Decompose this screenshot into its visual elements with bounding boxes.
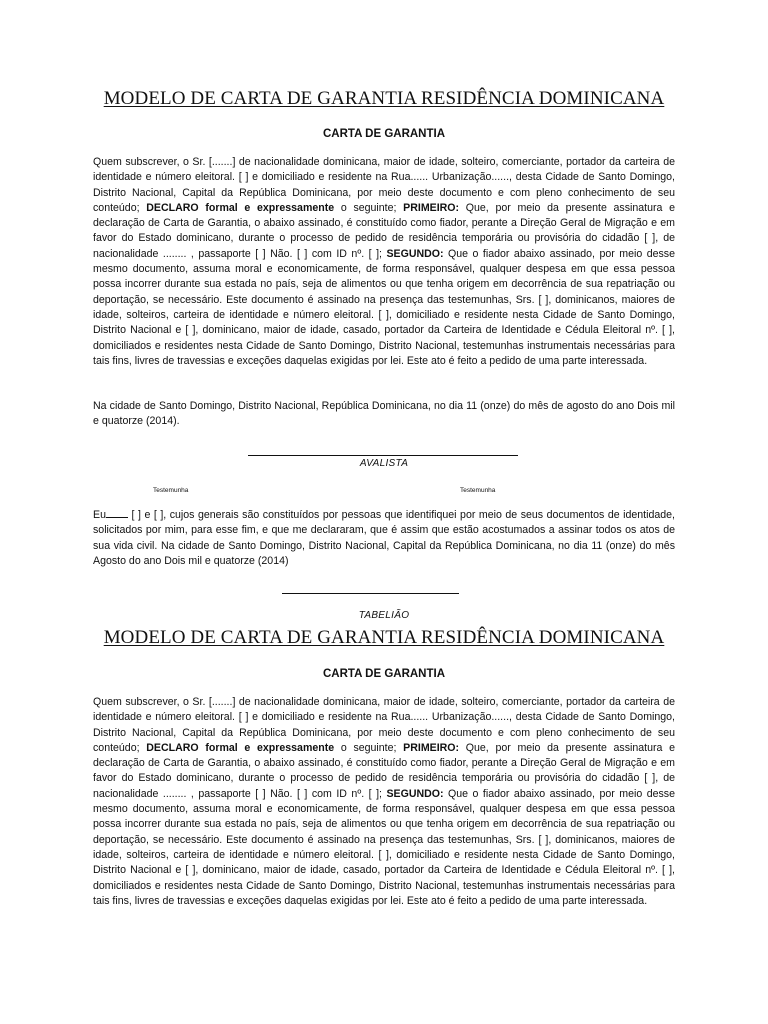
tabeliao-signature-line <box>282 593 459 594</box>
document-title-repeat: MODELO DE CARTA DE GARANTIA RESIDÊNCIA DOMINICANA <box>103 627 665 648</box>
tabeliao-label: TABELIÃO <box>358 610 410 621</box>
avalista-signature-line <box>248 455 518 456</box>
avalista-label: AVALISTA <box>359 458 409 469</box>
segundo-bold: SEGUNDO: <box>386 787 444 800</box>
blank-line <box>106 508 128 518</box>
date-paragraph: Na cidade de Santo Domingo, Distrito Nacional, República Dominicana, no dia 11 (onze) do mês de agosto do ano Dois mil e quatorze (2014). <box>93 400 675 428</box>
notary-paragraph: Eu [ ] e [ ], cujos generais são constituídos por pessoas que identifiquei por meio de seus documentos de identidade, solicitados por mim, para esse fim, e que me declararam, que é assim que estão acostumados a assinar todos os atos de sua vida civil. Na cidade de Santo Domingo, Distrito Nacional, Capital da República Dominicana, no dia 11 (onze) do mês Agosto do ano Dois mil e quatorze (2014) <box>93 509 675 567</box>
witness-label-left: Testemunha <box>153 487 189 494</box>
declaro-bold: DECLARO formal e expressamente <box>146 201 335 214</box>
primeiro-bold: PRIMEIRO: <box>403 201 460 214</box>
declaro-bold: DECLARO formal e expressamente <box>146 741 335 754</box>
letter-heading: CARTA DE GARANTIA <box>322 128 446 140</box>
declaration-paragraph-repeat: Quem subscrever, o Sr. [.......] de nacionalidade dominicana, maior de idade, solteiro, comerciante, portador da carteira de identidade e número eleitoral. [ ] e domiciliado e residente na Rua...... Urbanização......, desta Cidade de Santo Domingo, Distrito Nacional, Capital da República Dominicana, por meio deste documento e com pleno conhecimento de seu conteúdo; DECLARO formal e expressamente o seguinte; PRIMEIRO: Que, por meio da presente assinatura e declaração de Carta de Garantia, o abaixo assinado, é constituído como fiador, perante a Direção Geral de Migração e em favor do Estado dominicano, durante o processo de pedido de residência temporária ou provisória do cidadão [ ], de nacionalidade ........ , passaporte [ ] Não. [ ] com ID nº. [ ]; SEGUNDO: Que o fiador abaixo assinado, por meio desse mesmo documento, assuma moral e economicamente, de forma responsável, qualquer despesa em que essa pessoa possa incorrer durante sua estada no país, seja de alimentos ou que tenha origem em decorrência de sua repatriação ou deportação, se necessário. Este documento é assinado na presença das testemunhas, Srs. [ ], dominicanos, maiores de idade, solteiros, carteira de identidade e número eleitoral. [ ], domiciliado e residente nesta Cidade de Santo Domingo, Distrito Nacional e [ ], dominicano, maior de idade, casado, portador da Carteira de Identidade e Cédula Eleitoral nº. [ ], domiciliados e residentes nesta Cidade de Santo Domingo, Distrito Nacional, testemunhas instrumentais necessárias para tais fins, livres de travessias e exceções daquelas exigidas por lei. Este ato é feito a pedido de uma parte interessada. <box>93 696 676 907</box>
segundo-bold: SEGUNDO: <box>386 247 444 260</box>
document-title: MODELO DE CARTA DE GARANTIA RESIDÊNCIA DOMINICANA <box>103 88 665 109</box>
witness-label-right: Testemunha <box>460 487 496 494</box>
letter-heading-repeat: CARTA DE GARANTIA <box>322 668 446 680</box>
declaration-paragraph: Quem subscrever, o Sr. [.......] de nacionalidade dominicana, maior de idade, solteiro, comerciante, portador da carteira de identidade e número eleitoral. [ ] e domiciliado e residente na Rua...... Urbanização......, desta Cidade de Santo Domingo, Distrito Nacional, Capital da República Dominicana, por meio deste documento e com pleno conhecimento de seu conteúdo; DECLARO formal e expressamente o seguinte; PRIMEIRO: Que, por meio da presente assinatura e declaração de Carta de Garantia, o abaixo assinado, é constituído como fiador, perante a Direção Geral de Migração e em favor do Estado dominicano, durante o processo de pedido de residência temporária ou provisória do cidadão [ ], de nacionalidade ........ , passaporte [ ] Não. [ ] com ID nº. [ ]; SEGUNDO: Que o fiador abaixo assinado, por meio desse mesmo documento, assuma moral e economicamente, de forma responsável, qualquer despesa em que essa pessoa possa incorrer durante sua estada no país, seja de alimentos ou que tenha origem em decorrência de sua repatriação ou deportação, se necessário. Este documento é assinado na presença das testemunhas, Srs. [ ], dominicanos, maiores de idade, solteiros, carteira de identidade e número eleitoral. [ ], domiciliado e residente nesta Cidade de Santo Domingo, Distrito Nacional e [ ], dominicano, maior de idade, casado, portador da Carteira de Identidade e Cédula Eleitoral nº. [ ], domiciliados e residentes nesta Cidade de Santo Domingo, Distrito Nacional, testemunhas instrumentais necessárias para tais fins, livres de travessias e exceções daquelas exigidas por lei. Este ato é feito a pedido de uma parte interessada. <box>93 156 676 367</box>
primeiro-bold: PRIMEIRO: <box>403 741 460 754</box>
